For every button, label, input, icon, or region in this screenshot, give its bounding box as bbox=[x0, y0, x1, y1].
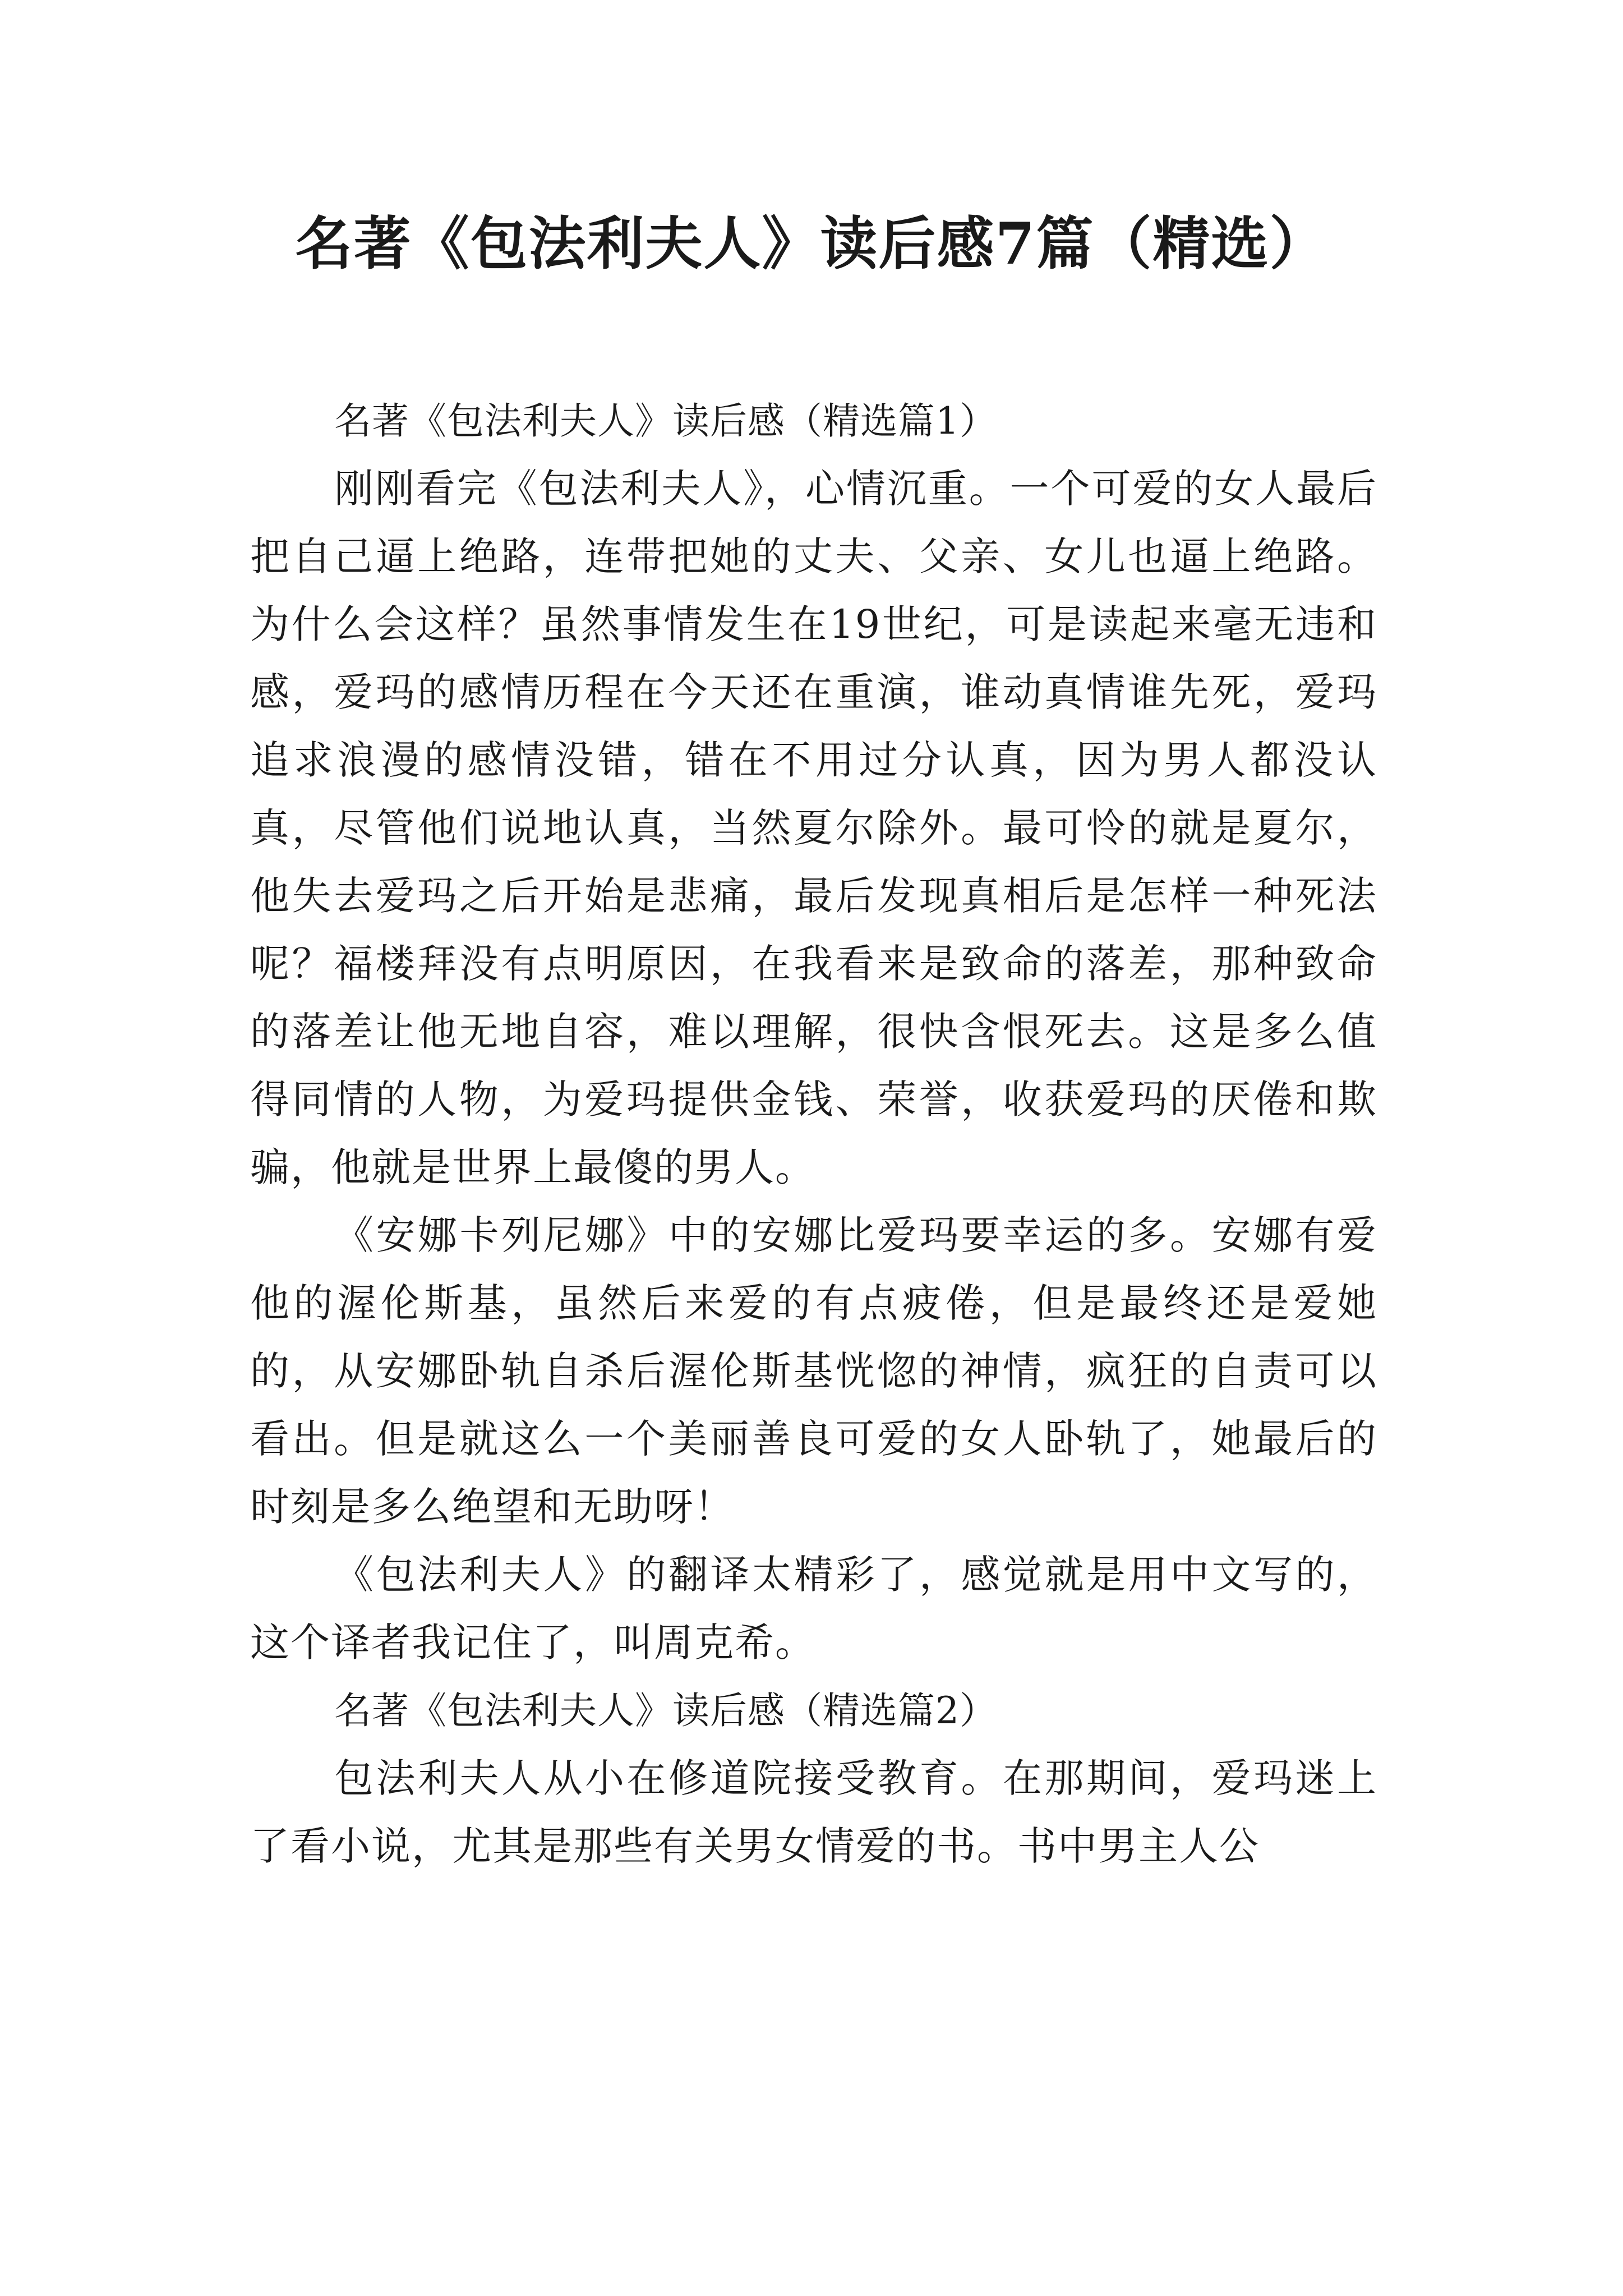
paragraph-2-1: 包法利夫人从小在修道院接受教育。在那期间，爱玛迷上了看小说，尤其是那些有关男女情爱的书。书中男主人公 bbox=[250, 1755, 1377, 1869]
paragraph-1-2: 《安娜卡列尼娜》中的安娜比爱玛要幸运的多。安娜有爱他的渥伦斯基，虽然后来爱的有点疲倦，但是最终还是爱她的，从安娜卧轨自杀后渥伦斯基恍惚的神情，疯狂的自责可以看出。但是就这么一个美丽善良可爱的女人卧轨了，她最后的时刻是多么绝望和无助呀！ bbox=[250, 1212, 1377, 1530]
section-heading-2: 名著《包法利夫人》读后感（精选篇2） bbox=[334, 1689, 997, 1732]
paragraph-1-1: 刚刚看完《包法利夫人》，心情沉重。一个可爱的女人最后把自己逼上绝路，连带把她的丈夫、父亲、女儿也逼上绝路。为什么会这样？虽然事情发生在19世纪，可是读起来毫无违和感，爱玛的感情历程在今天还在重演，谁动真情谁先死，爱玛追求浪漫的感情没错，错在不用过分认真，因为男人都没认真，尽管他们说地认真，当然夏尔除外。最可怜的就是夏尔，他失去爱玛之后开始是悲痛，最后发现真相后是怎样一种死法呢？福楼拜没有点明原因，在我看来是致命的落差，那种致命的落差让他无地自容，难以理解，很快含恨死去。这是多么值得同情的人物，为爱玛提供金钱、荣誉，收获爱玛的厌倦和欺骗，他就是世界上最傻的男人。 bbox=[250, 466, 1377, 1190]
document-body bbox=[250, 387, 1377, 1880]
paragraph-1-3: 《包法利夫人》的翻译太精彩了，感觉就是用中文写的，这个译者我记住了，叫周克希。 bbox=[250, 1552, 1377, 1665]
document-title: 名著《包法利夫人》读后感7篇（精选） bbox=[295, 210, 1328, 278]
section-heading-1: 名著《包法利夫人》读后感（精选篇1） bbox=[334, 399, 997, 443]
